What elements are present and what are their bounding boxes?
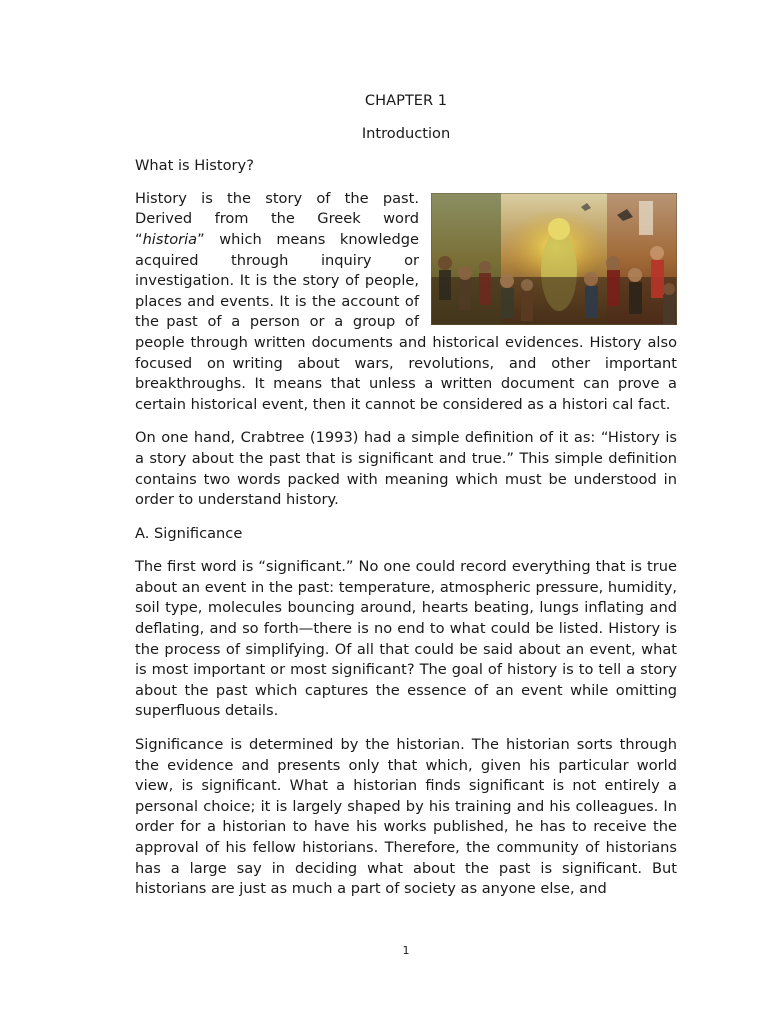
paragraph-history-definition	[135, 189, 677, 416]
paragraph-crabtree-definition: On one hand, Crabtree (1993) had a simple definition of it as: “History is a story about the past that is significant and true.” This simple definition contains two words packed with meaning which must be understood in order to understand history.	[135, 429, 677, 509]
paragraph-significant-word: The first word is “significant.” No one could record everything that is true about an event in the past: temperature, atmospheric pressure, humidity, soil type, molecules bouncing around, hearts beating, lungs inflating and deflating, and so forth—there is no end to what could be listed. History is the process of simplifying. Of all that could be said about an event, what is most important or most significant? The goal of history is to tell a story about the past which captures the essence of an event while omitting superfluous details.	[135, 558, 677, 720]
history-collage-image	[431, 193, 677, 325]
page-number: 1	[402, 944, 410, 957]
subheading-significance: A. Significance	[135, 524, 243, 542]
para1-text-b: ” which means knowledge acquired through inquiry or investigation. It is the story of people, places and events. It is the account of the past of a person or a group of people through written documents and historical evidences. History also focused on writing about wars, revolutions, and other important breakthroughs. It means that unless a written document can prove a certain historical event, then it cannot be considered as a histori cal fact.	[135, 230, 677, 413]
page-content	[135, 91, 677, 913]
para1-text-a: History is the story of the past. Derived from the Greek word “	[135, 189, 419, 248]
para1-italic-term: historia	[142, 230, 198, 248]
chapter-label: CHAPTER 1	[364, 92, 448, 109]
paragraph-significance-historian: Significance is determined by the historian. The historian sorts through the evidence and presents only that which, given his particular world view, is significant. What a historian finds significant is not entirely a personal choice; it is largely shaped by his training and his colleagues. In order for a historian to have his works published, he has to receive the approval of his fellow historians. Therefore, the community of historians has a large say in deciding what about the past is significant. But historians are just as much a part of society as anyone else, and	[135, 736, 677, 898]
chapter-title: Introduction	[361, 124, 451, 142]
section-heading: What is History?	[135, 157, 254, 175]
